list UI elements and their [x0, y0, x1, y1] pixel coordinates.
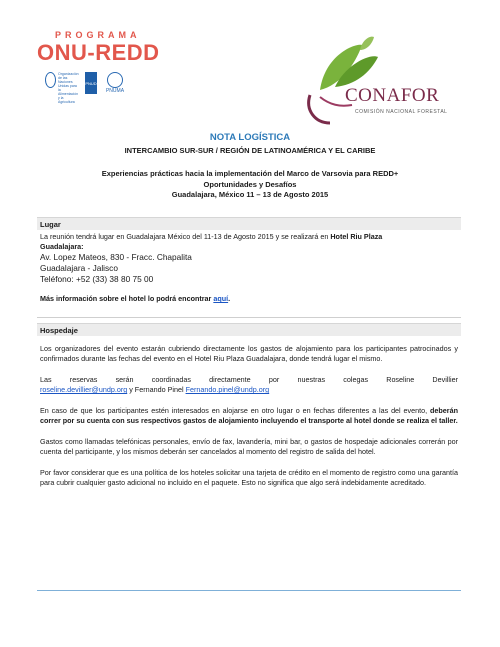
fao-emblem-icon	[45, 72, 56, 88]
conafor-leaf-icon	[300, 35, 470, 130]
conafor-subtitle: COMISIÓN NACIONAL FORESTAL	[355, 109, 448, 115]
hotel-city: Guadalajara:	[40, 242, 84, 251]
more-info	[40, 294, 458, 304]
email-link-roseline[interactable]: roseline.devillier@undp.org	[40, 385, 128, 394]
fao-logo	[45, 72, 79, 104]
otro-lugar-text: En caso de que los participantes estén interesados en alojarse en otro lugar o en fechas diferentes a las del evento,	[40, 406, 431, 415]
more-info-text: Más información sobre el hotel lo podrá encontrar	[40, 294, 214, 303]
otro-lugar-bold: deberán correr por su cuenta con sus respectivos gastos de alojamiento incluyendo el transporte al hotel donde se realiza el taller.	[40, 406, 458, 425]
partner-logos	[45, 72, 185, 104]
email-link-fernando[interactable]: Fernando.pinel@undp.org	[185, 385, 270, 394]
reservas-text: Las reservas serán coordinadas directamente por nuestras colegas Roseline Devillier	[40, 375, 458, 384]
hospedaje-body	[40, 344, 458, 488]
hotel-address: Av. Lopez Mateos, 830 - Fracc. Chapalita	[40, 252, 192, 262]
section-hospedaje-heading: Hospedaje	[37, 323, 461, 336]
lugar-text	[40, 232, 458, 242]
undp-text: PNUD	[85, 80, 97, 86]
event-title: Experiencias prácticas hacia la implementación del Marco de Varsovia para REDD+	[101, 169, 399, 178]
doc-subtitle: INTERCAMBIO SUR-SUR / REGIÓN DE LATINOAMÉRICA Y EL CARIBE	[124, 146, 376, 155]
hospedaje-paragraph-2	[40, 375, 458, 395]
hotel-region: Guadalajara - Jalisco	[40, 263, 118, 273]
event-date-place: Guadalajara, México 11 – 13 de Agosto 2015	[171, 190, 329, 199]
hotel-info-link[interactable]: aquí	[213, 294, 229, 303]
undp-logo	[85, 72, 97, 94]
hospedaje-paragraph-5: Por favor considerar que es una política de los hoteles solicitar una tarjeta de crédito en el momento de registro como una garantía para cubrir cualquier gasto adicional no incluido en el paquete. Esto no significa que algo será indebidamente acreditado.	[40, 468, 458, 487]
fao-text: Organización de las Naciones Unidas para la Alimentación y la Agricultura	[58, 72, 79, 104]
hotel-name: Hotel Riu Plaza	[330, 232, 383, 241]
lugar-line: La reunión tendrá lugar en Guadalajara México del 11-13 de Agosto 2015 y se realizará en	[40, 232, 331, 241]
pnuma-emblem-icon	[107, 72, 123, 88]
lugar-body	[40, 232, 458, 304]
hospedaje-paragraph-4: Gastos como llamadas telefónicas personales, envío de fax, lavandería, mini bar, o gastos de hospedaje adicionales correrán por cuenta del participante, y los mismos deberán ser cancelados al momento del registro de salida del hotel.	[40, 437, 458, 456]
pnuma-logo	[103, 72, 127, 94]
hotel-phone: Teléfono: +52 (33) 38 80 75 00	[40, 274, 154, 284]
onu-redd-logo: ONU-REDD	[37, 40, 160, 65]
programa-label: PROGRAMA	[55, 30, 141, 40]
event-tagline: Oportunidades y Desafíos	[203, 179, 297, 189]
hospedaje-paragraph-1: Los organizadores del evento estarán cubriendo directamente los gastos de alojamiento para los participantes patrocinados y confirmados durante las fechas del evento en el Hotel Riu Plaza Guadalajara, donde tendrá lugar el mismo.	[40, 344, 458, 363]
reservas-and: y Fernando Pinel	[127, 385, 186, 394]
doc-title: NOTA LOGÍSTICA	[209, 132, 291, 143]
section-divider	[37, 317, 461, 318]
event-heading	[0, 169, 500, 201]
more-info-dot: .	[228, 294, 231, 303]
pnuma-text: PNUMA	[105, 88, 125, 94]
section-lugar-heading: Lugar	[37, 217, 461, 230]
conafor-logo-text: CONAFOR	[345, 85, 440, 106]
page-bottom-rule	[37, 590, 461, 591]
hospedaje-paragraph-3	[40, 406, 458, 426]
reservas-contacts	[40, 385, 458, 395]
